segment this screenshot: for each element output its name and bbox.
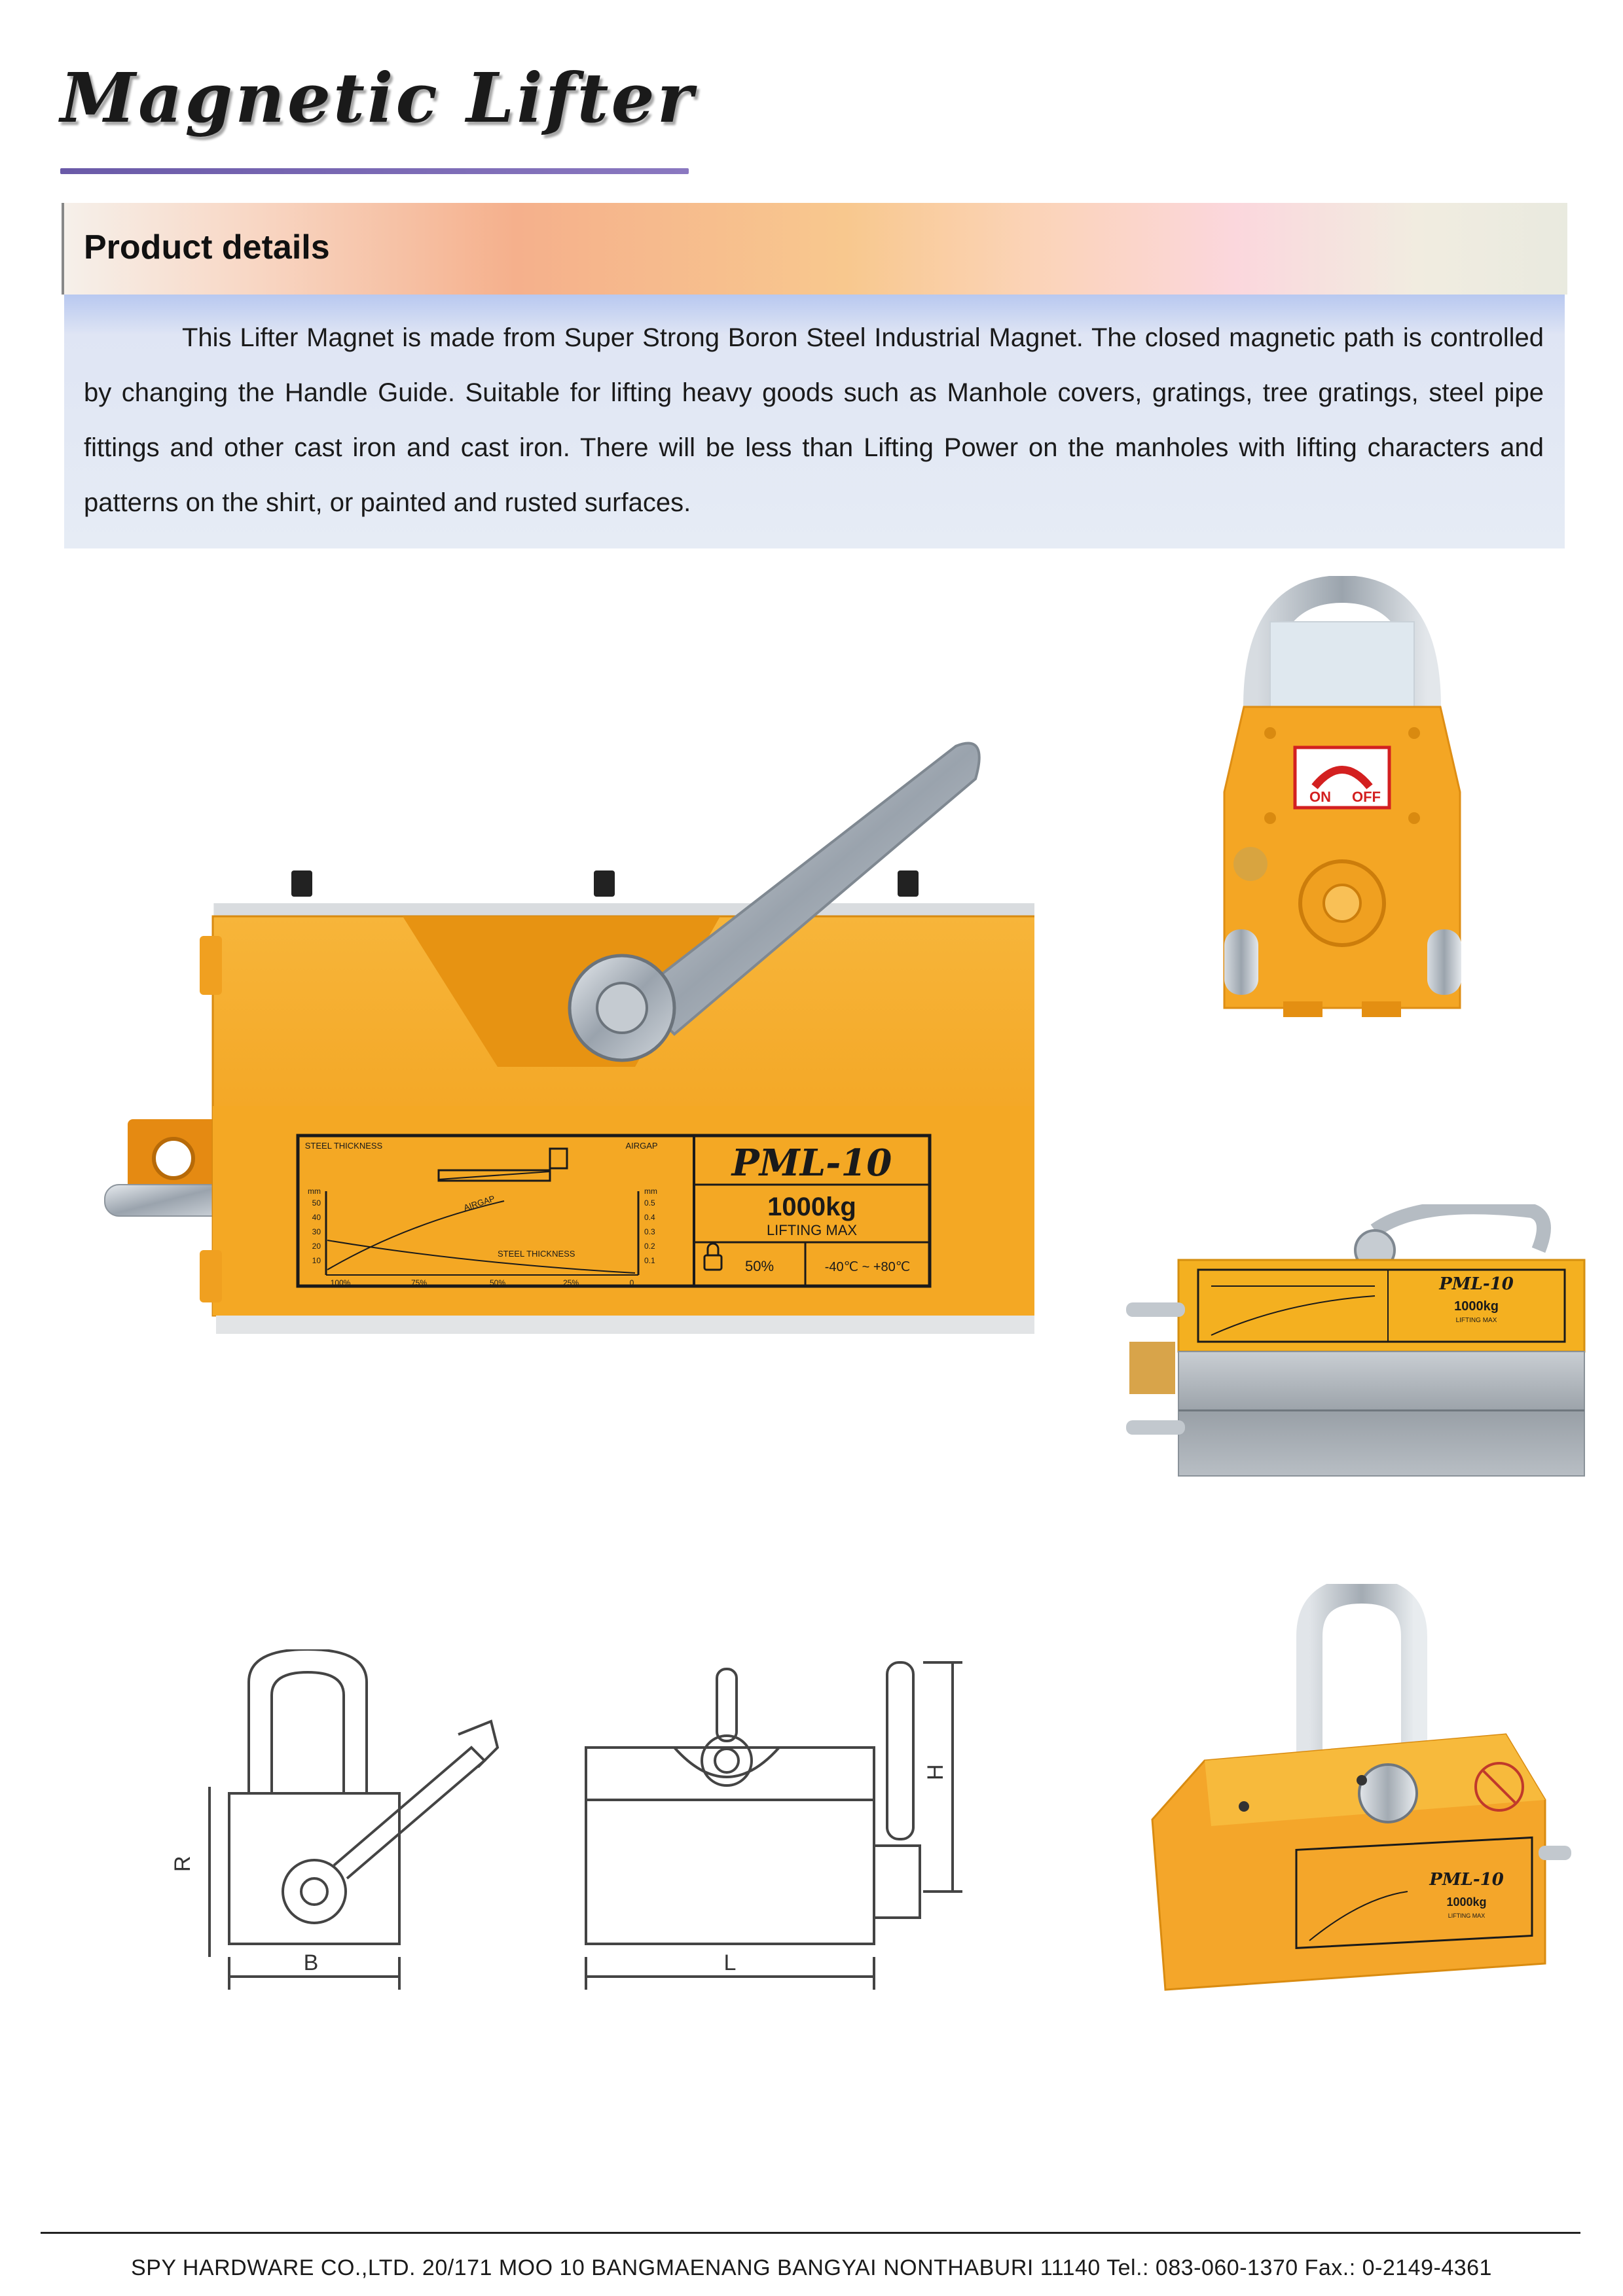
capacity-label: 1000kg (1446, 1895, 1487, 1909)
safety-factor: 50% (744, 1258, 775, 1274)
model-label: PML-10 (731, 1141, 892, 1185)
right-tick: 0.2 (644, 1242, 655, 1251)
main-product-photo (98, 740, 1034, 1355)
footer-address: SPY HARDWARE CO.,LTD. 20/171 MOO 10 BANGMAENANG BANGYAI NONTHABURI 11140 Tel.: 083-060-1370 Fax.: 0-2149-4361 (131, 2255, 1492, 2280)
section-header (62, 203, 1567, 295)
section-header-label: Product details (84, 228, 330, 266)
bolt (594, 870, 615, 897)
capacity-label: 1000kg (1454, 1299, 1499, 1314)
bottom-tick: 0 (629, 1278, 634, 1287)
right-tick: 0.1 (644, 1256, 655, 1265)
angled-view-photo (1126, 1584, 1584, 2016)
left-tick: 20 (312, 1242, 321, 1251)
left-tick: 40 (312, 1213, 321, 1222)
airgap-curve-label: AIRGAP (462, 1193, 496, 1213)
bottom-tick: 75% (410, 1278, 428, 1287)
bolt (898, 870, 919, 897)
right-tick: 0.5 (644, 1198, 655, 1208)
side-view-photo (1113, 1204, 1597, 1492)
description-text: This Lifter Magnet is made from Super Strong Boron Steel Industrial Magnet. The closed magnetic path is controlled by changing the Handle Guide. Suitable for lifting heavy goods such as Manhole covers, gratings, tree gratings, steel pipe fittings and other cast iron and cast iron. There will be less than Lifting Power on the manholes with lifting characters and patterns on the shirt, or painted and rusted surfaces. (84, 323, 1544, 517)
footer-rule (41, 2232, 1580, 2234)
side-outline (229, 1793, 399, 1944)
temperature-range: -40℃ ~ +80℃ (824, 1260, 911, 1274)
left-tick: 10 (312, 1256, 321, 1265)
steel-thickness-heading: STEEL THICKNESS (304, 1141, 383, 1151)
front-view-photo (1211, 576, 1473, 1034)
model-label: PML-10 (1439, 1274, 1514, 1294)
title-underline (60, 168, 689, 174)
capacity-caption: LIFTING MAX (1455, 1317, 1497, 1324)
capacity-label: 1000kg (767, 1193, 856, 1221)
right-tick: 0.3 (644, 1227, 655, 1236)
technical-drawings (151, 1649, 1002, 2016)
bottom-tick: 100% (330, 1278, 351, 1287)
capacity-caption: LIFTING MAX (1448, 1912, 1486, 1919)
off-label: OFF (1352, 789, 1381, 805)
bottom-tick: 25% (562, 1278, 579, 1287)
on-label: ON (1309, 789, 1331, 805)
left-tick: 50 (312, 1198, 321, 1208)
page-title: Magnetic Lifter (60, 58, 696, 138)
bolt (291, 870, 312, 897)
dimension-r: R (170, 1856, 195, 1872)
dimension-h: H (923, 1764, 948, 1780)
airgap-heading: AIRGAP (625, 1141, 658, 1151)
bottom-tick: 50% (489, 1278, 506, 1287)
left-axis-unit: mm (308, 1187, 321, 1196)
description-box (64, 295, 1565, 548)
right-axis-unit: mm (644, 1187, 657, 1196)
capacity-caption: LIFTING MAX (766, 1222, 858, 1238)
right-tick: 0.4 (644, 1213, 655, 1222)
release-pin (105, 1185, 229, 1216)
magnet-body (1178, 1260, 1584, 1352)
dimension-b: B (303, 1950, 319, 1975)
left-tick: 30 (312, 1227, 321, 1236)
steel-curve-label: STEEL THICKNESS (498, 1249, 575, 1259)
model-label: PML-10 (1429, 1870, 1504, 1890)
lifting-handle (1375, 1207, 1544, 1250)
dimension-l: L (723, 1950, 737, 1975)
